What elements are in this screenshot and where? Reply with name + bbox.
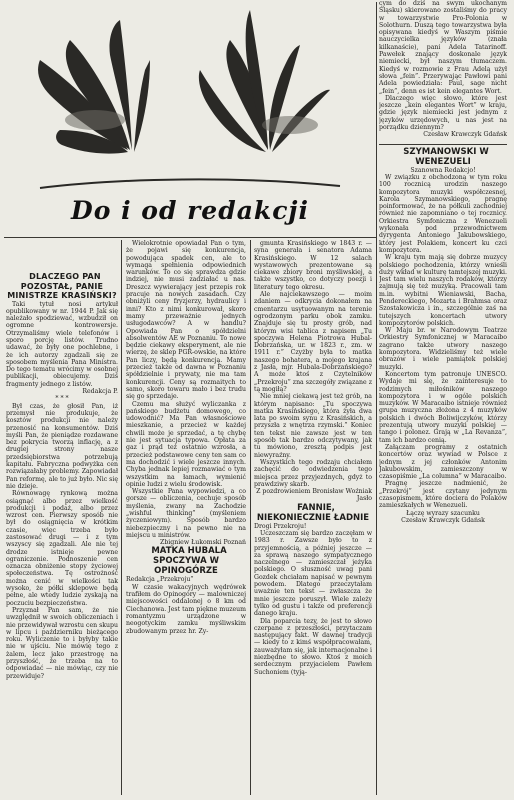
signature: Z pozdrowieniem Bronisław Woźniak Jasło (256, 488, 372, 503)
headline-szymanowski: SZYMANOWSKI W WENEZUELI (403, 146, 489, 167)
paragraph: W czasie wakacyjnych wędrówek trafiłem do Opinogóry — malowniczej miejscowości oddalonej o 8 km od Ciechanowa. Jest tam piękne muzeum romantyzmu urządzone w neogotyckim zamku myśliwskim zbudowanym przez hr. Zy- (126, 583, 246, 635)
paragraph: Dla poparcia tezy, że jest to słowo czerpane z przeszłości, przytaczam następujący fakt. W dawnej tradycji — kiedy to z kimś współpracowałam, zauważyłam się, jak internacjonalne i niezbędne to słowo. Ktoś z moich serdecznym przyjacielem Pawłem Suchoniem (tyją- (254, 617, 372, 676)
signature: Zbigniew Łukomski Poznań (160, 539, 246, 547)
paragraph: Uczeszczam się bardzo zaczęłam w 1983 r. Zawsze było to z przyjemnością, a później jeszcze — za sprawą naszego sympatycznego naczelnego — zamieszczał jeżyka polskiego. O słuszność uwag pani Gozdek chciałam napisać w pewnym powodem. Dlatego przeczytałam uważnie ten tekst — zwłaszcza że mnie jeszcze poruszył. Wiele zależy tylko od gustu i także od preferencji danego kraju. (254, 529, 372, 618)
paragraph: W związku z obchodzoną w tym roku 100 rocznicą urodzin naszego kompozytora muzyki współczesnej, Karola Szymanowskiego, pragnę poinformować, że na półkuli zachodniej również nie zapomniano o tej rocznicy. Orkiestra Symfoniczna z Wenezueli wykonała pod przewodnictwem dyrygenta Antoniego Jakubowskiego, który jest Polakiem, koncert ku czci kompozytora. (379, 173, 507, 254)
column-divider-1 (121, 240, 122, 795)
signature: Redakcja P. (82, 388, 118, 396)
paragraph: Wszystkich tego rodzaju chciałem zachęcić do odwiedzenia tego miejsca przez przyjezdnych, gdyż to prawdziwy skarb. (254, 458, 372, 488)
paragraph: Czemu ma służyć wyliczanka z pańskiego budżetu domowego, co udowodnić? Ma Pan własnościowe mieszkanie, a przecież w każdej chwili może je sprzedać, a tę chybę nie jest sytuacja typowa. Opłata za gaz i prąd też ostatnio wzrosła, a przecież podstawowe ceny ten sam co ma dochodzić i wiele jeszcze innych. Chyba jednak lepiej rozmawiać o tym wszystkim na łamach, wymienić opinie ludzi z wielu środowisk. (126, 400, 246, 488)
paragraph: gmunta Krasińskiego w 1843 r. — syna generała i senatora Adama Krasińskiego. W 12 salach wystawowych prezentowane są ciekawe zbiory broni myśliwskiej, a także wszystko, co dotyczy poezji i literatury tego okresu. (254, 240, 372, 291)
paragraph: Koncertom tym patronuje UNESCO. Wydaje mi się, że zainteresuje to rodzimych miłośników naszego kompozytora i w ogóle polskich muzyków. W Maracaibo istnieje również grupa muzyczna złożona z 4 muzyków polskich i dwóch Boliwijczyków, którzy prezentują utwory muzyki polskiej — tango i polonez. Grają w „La Revanza”, tam ich bardzo cenią. (379, 370, 507, 444)
paragraph: Przyznał Pan sam, że nie uwzględnił w swoich obliczeniach i nie przewidywał wzrostu cen skupu w lipcu i październiku bieżącego roku. Wyliczenie to i byłyby takie nie w ujściu. Nie mówię tego z żalem, lecz jako przestrogę na przyszłość, że trzeba na to odpowiadać — nie mówiąc, czy nie przewiduje? (6, 606, 118, 680)
paragraph: Dlaczego więc słowo, które jest jeszcze „kein elegantes Wort” w kraju, gdzie język niemiecki jest jednym z języków urzędowych, u nas jest na porządku dziennym? (379, 94, 507, 132)
paragraph: Był czas, że głosił Pan, iż przemysł nie produkuje, że kosztów produkcji nie należy przenosić na konsumentów. Dziś myśli Pan, że pieniądze rozdawane bez pokrycia tworzą inflację, a z drugiej strony nasze przedsiębiorstwa potrzebują kapitału. Fabryczna podwyżka cen rozwiązałaby problemy. Zapowiadał Pan reformę, ale to już było. Nic się nie dzieje. (6, 402, 118, 490)
column-2 (126, 240, 246, 794)
salutation: Drogi Przekroju! (254, 522, 307, 530)
paragraph: Pragnę jeszcze nadmienić, że „Przekrój” jest czytany jedynym czasopismem, które dociera do Polaków zamieszkałych w Wenezueli. (379, 480, 507, 510)
headline-fein: FANNIE, NIEKONIECZNIE ŁADNIE (256, 502, 370, 523)
column-divider-2 (250, 240, 251, 795)
closing: Łączę wyrazy szacunku (406, 509, 480, 517)
section-rule (379, 144, 507, 145)
paragraph: Wielokrotnie opowiadał Pan o tym, że pojawi się konkurencja, powodująca spadek cen, ale to wymaga spełnienia odpowiednich warunków. To co się sprawdza gdzie indziej, nie musi zadziałać u nas. Dreszcz wywierający jest przepis rok pracuje na nowych zasadach. Czy obniżyli ceny fryzjerzy, hydraulicy i inni? Kto z nimi konkurował, skoro mamy przeważnie jednych usługodawców? A w handlu? Opowiada Pan o spółdzielni absolwentów AE w Poznaniu. To nowe będzie ciekawy eksperyment, ale nie wierzę, że sklep PGR-owskie, na które Pan liczy, będą konkurencją. Mamy przecież także od dawna w Poznaniu spółdzielnie i prywaty, nie ma tam konkurencji. Ceny są rozmaitych to samo, skoro towaru mało i bez trudu się go sprzedaje. (126, 240, 246, 401)
signature: Czesław Krawczyk Gdańsk (401, 516, 485, 524)
paragraph: Nie mniej ciekawą jest też grób, na którym napisano: „Tu spoczywa matka Krasińskiego, która żyła dwa lata po swoim synu z Krasińskich, a przyszła z wnętrza rzymski.” Koniec ten tekst nie zawsze jest w ten sposób tak bardzo odczytywany, jak tu mówiono, zresztą podpis jest niewyraźny. (254, 393, 372, 459)
salutation: Szanowna Redakcjo! (410, 166, 476, 174)
column-4 (379, 0, 507, 794)
paragraph: Załączam programy z ostatnich koncertów oraz wywiad w Polsce z jednym z jej członków Antonim Jakubowskim, zamieszczony w czasopiśmie „La columna” w Maracaibo. (379, 443, 507, 481)
paragraph: Wszystkie Pana wypowiedzi, a co gorsze — obliczenia, cechuje sposób myślenia, zwany na Zachodzie „wishful thinking” (myśleniem życzeniowym). Sposób bardzo niebezpieczny i na pewno nie na miejscu u ministrów. (126, 488, 246, 539)
headline-hubal: MATKA HUBALA SPOCZYWA W OPINOGÓRZE (151, 546, 227, 577)
column-1 (6, 272, 118, 794)
column-divider-3 (376, 2, 377, 795)
paragraph: W Maju br. w Narodowym Teatrze Orkiestry Symfonicznej w Maracaibo zagrano także utwory naszego kompozytora. Widzieliśmy też wiele obrazów i wiele pamiątek polskiej muzyki. (379, 327, 507, 371)
paragraph: Równowagę rynkową można osiągnąć albo przez wielkość produkcji i podaż, albo przez wzrost cen. Pierwszy sposób nie był do osiągnięcia w krótkim czasie, więc trzeba było zastosować drugi — i z tym wszyscy się zgadzali. Ale nie tej drodze istnieje pewne ograniczenie. Podnoszenie cen oznacza obniżenie stopy życiowej społeczeństwa. Tę ostrożność można cenić w wielkości tak wysoko, że półki sklepowe będą pełne, ale wtedy ludzie zyskają na poczuciu bezpieczeństwa. (6, 490, 118, 607)
separator: * * * (55, 395, 69, 403)
banner-bottom-rule (4, 237, 376, 238)
signature: Czesław Krawczyk Gdańsk (423, 131, 507, 139)
salutation: Redakcja „Przekroju” (126, 576, 194, 584)
headline-krasinski: DLACZEGO PAN POZOSTAŁ, PANIE MINISTRZE KRASIŃSKI? (7, 272, 117, 300)
paragraph: Ale najciekawszego — moim zdaniem — odkrycia dokonałem na cmentarzu usytuowanym na terenie ogrodzonym parku obok zamku. Znajduje się tu prosty grób, nad którym wisi tablica z napisem „Tu spoczywa Helena Piotrowa Hubal-Dobrzańska, ur. w 1823 r., zm. w 1911 r.” Czyżby była to matka naszego bohatera, a mojego krajana z Jasła, mjr. Hubala-Dobrzańskiego? A może ktoś z Czytelników „Przekroju” zna szczegóły związane z tą mogiłą? (254, 291, 372, 393)
paragraph: W kraju tym mają się dobrze muzycy polskiego pochodzenia, którzy wnieśli duży wkład w kulturę tamtejszej muzyki. Jest tam wielu naszych rodaków, którzy zajmują się też muzyką. Pracowali tam m.in. wybitni Wieniawski, Bacha, Pendereckiego, Mozarta i Brahmsa oraz Szostakowicza i in., szczególnie zaś na tutejszych koncertach utwory kompozytorów polskich. (379, 254, 507, 327)
section-title: Do i od redakcji (71, 196, 309, 225)
paragraph: Taki tytuł nosi artykuł opublikowany w nr. 1944 P. Jak się należało spodziewać, wzbudził on ogromne kontrowersje. Otrzymaliśmy wiele telefonów i sporo porcję listów. Trudno udawać, że były one pochlebne, i że ich autorzy zgadzali się ze sposobem myślenia Pana Ministra. Do tego tematu wrócimy w osobnej publikacji, obiecujemy. Dziś fragmenty jednego z listów. (6, 300, 118, 388)
column-3 (254, 240, 372, 794)
paragraph: cym do dziś na swym ukochanym Śląsku) skierowano zostaliśmy do pracy w towarzystwie Pro-Polonia w Solothurn. Duszą tego towarzystwa była opisywana kiedyś w Waszym piśmie nauczycielka języków (znała kilkanaście), pani Adela Tatarinoff. Pawełek znający doskonale język niemiecki, był naszym tłumaczem. Kiedyś w rozmowie z Frau Adelą użył słowa „fein”. Przerywając Pawłowi pani Adela powiedziała: Paul, sage nicht „fein”, denn es ist kein elegantes Wort. (379, 0, 507, 95)
